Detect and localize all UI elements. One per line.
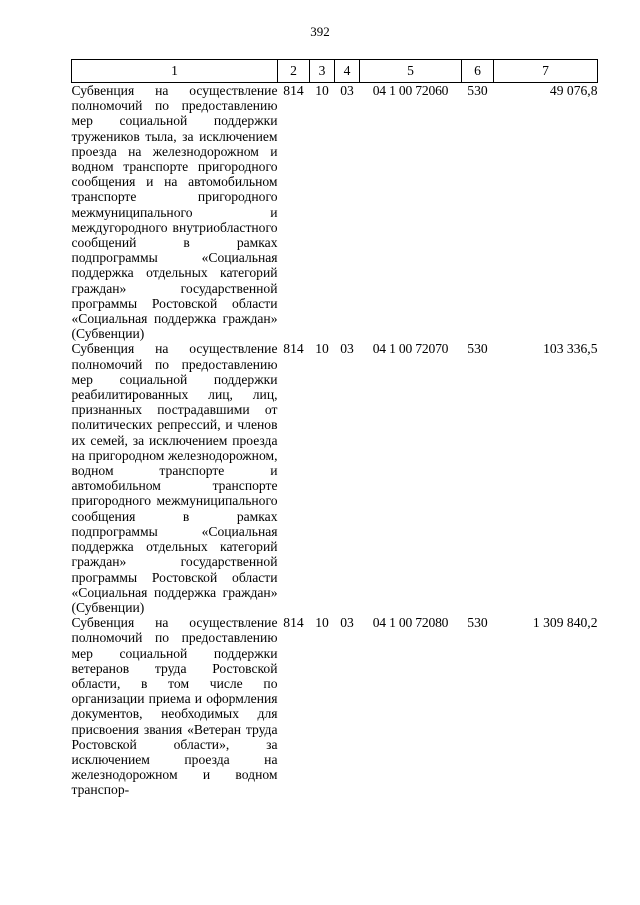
column-header-6: 6 [462,60,494,83]
row-ministry-code: 814 [283,341,304,357]
row-section-code: 10 [315,341,329,357]
row-subsection-code: 03 [340,615,354,631]
column-header-4: 4 [335,60,360,83]
header-row [72,60,598,83]
table-row [72,341,598,615]
row-ministry-code: 814 [283,83,304,98]
row-description: Субвенция на осуществление полномочий по предоставлению мер социальной поддержки тружеников тыла, за исключением проезда на железнодорожном и водном транспорте пригородного сообщения и на автомобильном транспорте пригородного межмуниципального и междугородного внутриобластного сообщений в рамках подпрограммы «Социальная поддержка отдельных категорий граждан» государственной программы Ростовской области «Социальная поддержка граждан» (Субвенции) [71,83,278,342]
column-header-3: 3 [310,60,335,83]
row-target-article: 04 1 00 72060 [372,83,449,98]
table-row [72,615,598,797]
column-header-1: 1 [72,60,278,83]
row-target-article: 04 1 00 72070 [372,341,449,357]
row-target-article: 04 1 00 72080 [372,615,449,631]
row-description: Субвенция на осуществление полномочий по предоставлению мер социальной поддержки ветеранов труда Ростовской области, в том числе по организации приема и оформления документов, необходимых для присвоения звания «Ветеран труда Ростовской области», за исключением проезда на железнодорожном и водном транспор- [71,615,278,798]
row-subsection-code: 03 [340,341,354,357]
row-subsection-code: 03 [340,83,354,98]
row-amount: 49 076,8 [549,83,598,98]
row-expense-type: 530 [467,615,488,631]
page-number: 392 [310,24,330,39]
column-header-2: 2 [278,60,310,83]
row-expense-type: 530 [467,341,488,357]
row-ministry-code: 814 [283,615,304,631]
row-section-code: 10 [315,83,329,98]
table-row [72,83,598,342]
column-header-5: 5 [360,60,462,83]
row-amount: 103 336,5 [543,341,598,357]
row-description: Субвенция на осуществление полномочий по предоставлению мер социальной поддержки реабилитированных лиц, лиц, признанных пострадавшими от политических репрессий, и членов их семей, за исключением проезда на пригородном железнодорожном, водном транспорте и автомобильном транспорте пригородного межмуниципального сообщения в рамках подпрограммы «Социальная поддержка отдельных категорий граждан» государственной программы Ростовской области «Социальная поддержка граждан» (Субвенции) [71,341,278,615]
row-expense-type: 530 [467,83,488,98]
budget-table [71,59,598,798]
column-header-7: 7 [494,60,598,83]
row-amount: 1 309 840,2 [532,615,598,631]
row-section-code: 10 [315,615,329,631]
